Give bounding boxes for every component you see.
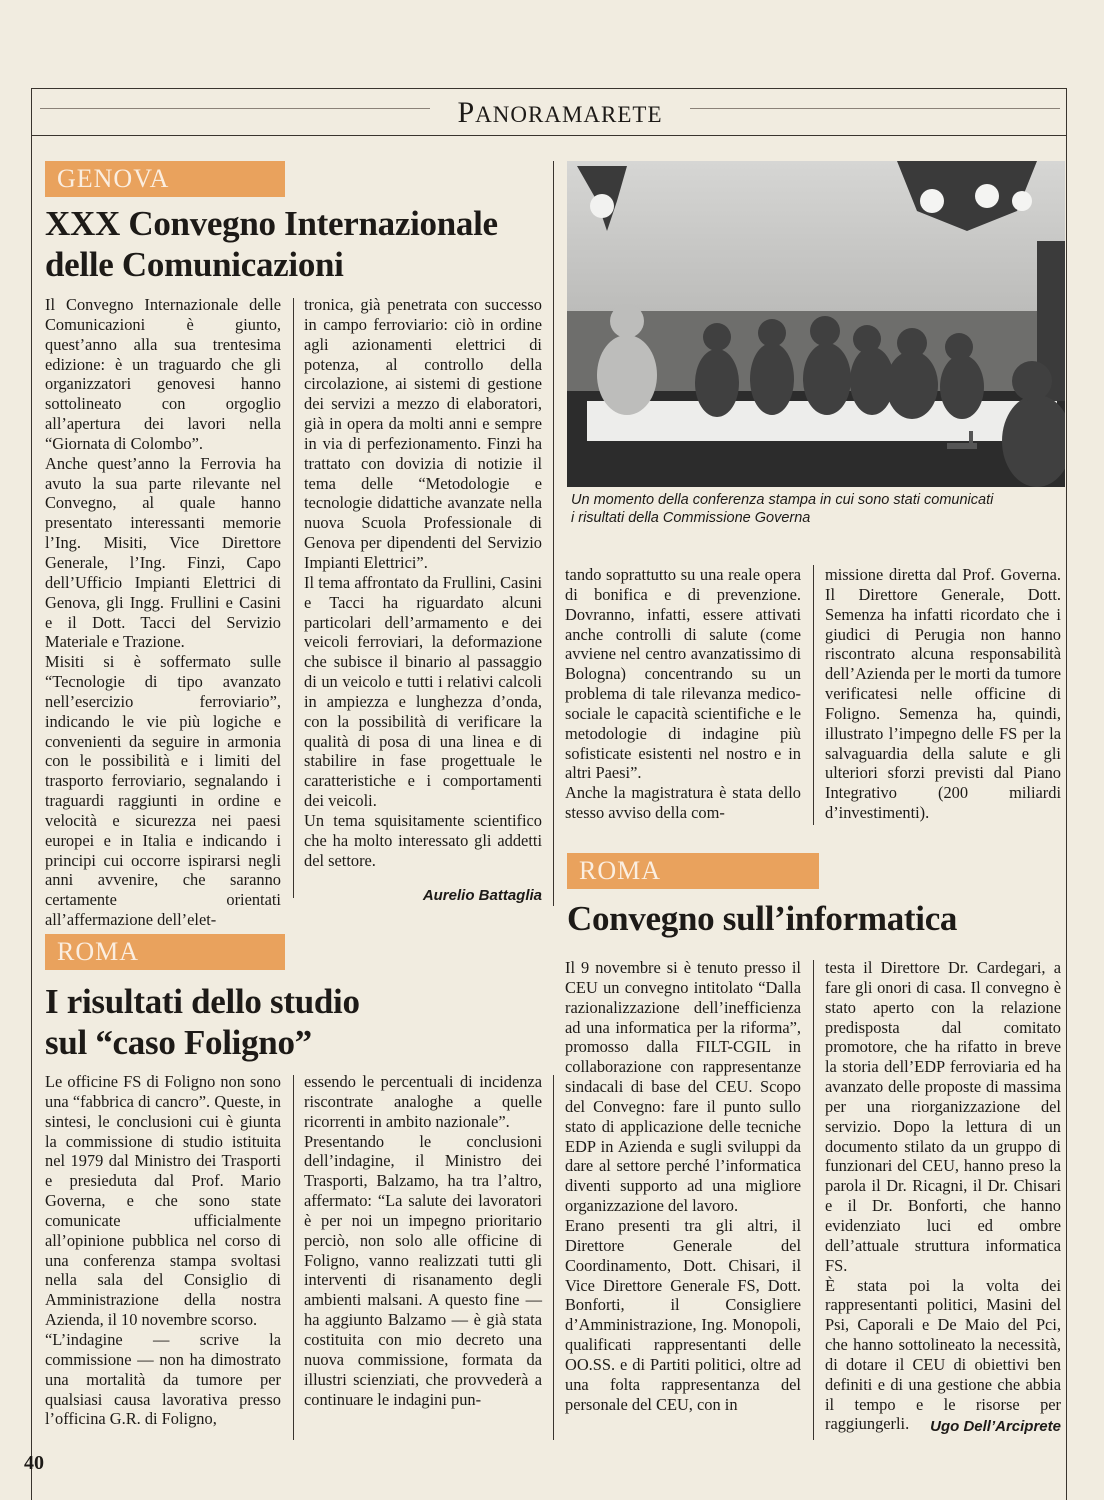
article3-column-1: Il 9 novembre si è tenuto presso il CEU un convegno intitolato “Dalla razionalizzazione dell’inefficienza ad una informatica per la riforma”, promosso dalla FILT-CGIL in collaborazione con rappresentanze sindacali di base del CEU. Scopo del Convegno: fare il punto sullo stato di applicazione delle tecniche EDP in Azienda e sugli sviluppi da dare al settore perché l’informatica diventi supporto ad una migliore organizzazione del lavoro. Erano presenti tra gli altri, il Direttore Generale del Coordinamento, Dott. Chisari, il Vice Direttore Generale FS, Dott. Bonforti, il Consigliere d’Amministrazione, Ing. Monopoli, qualificati rappresentanti delle OO.SS. e di Partiti politici, oltre ad una folta rappresentanza del personale del CEU, con in bbox=[565, 958, 801, 1414]
article1-column-1: Il Convegno Internazionale delle Comunicazioni è giunto, quest’anno alla sua trentesima edizione: è un traguardo che gli organizzatori genovesi hanno sottolineato con orgoglio all’apertura dei lavori nella “Giornata di Colombo”. Anche quest’anno la Ferrovia ha avuto la sua parte rilevante nel Convegno, al quale hanno presentato interessanti memorie l’Ing. Misiti, Vice Direttore Generale, l’Ing. Finzi, Capo dell’Ufficio Impianti Elettrici di Genova, gli Ingg. Frullini e Casini e il Dott. Tacci del Servizio Materiale e Trazione. Misiti si è soffermato sulle “Tecnologie di tipo avanzato nell’esercizio ferroviario”, indicando le vie più logiche e convenienti da seguire in armonia con le possibilità e i limiti del trasporto ferroviario, segnalando i traguardi raggiunti in ordine e velocità e sicurezza nei paesi europei e in Italia e indicando i principi cui occorre ispirarsi negli anni avvenire, che saranno certamente orientati all’affermazione dell’elet- bbox=[45, 295, 281, 930]
article3-byline: Ugo Dell’Arciprete bbox=[930, 1418, 1061, 1435]
article1-column-2: tronica, già penetrata con successo in campo ferroviario: ciò in ordine agli azionamenti elettrici di potenza, al controllo della circolazione, ai sistemi di gestione dei servizi a mezzo di elaboratori, già in opera da molti anni e sempre in via di perfezionamento. Finzi ha trattato con dovizia di notizie il tema delle “Metodologie e tecnologie didattiche avanzate nella nuova Scuola Professionale di Genova per dipendenti del Servizio Impianti Elettrici”. Il tema affrontato da Frullini, Casini e Tacci ha riguardato alcuni particolari dell’armamento e dei veicoli ferroviari, la deformazione che subisce il binario al passaggio di un veicolo e tutti i relativi calcoli in ampiezza e lunghezza d’onda, con la possibilità di verificare la qualità di posa di una linea e di stabilire in fase progettuale le caratteristiche e i comportamenti dei veicoli. Un tema squisitamente scientifico che ha molto interessato gli addetti del settore. bbox=[304, 295, 542, 870]
column-rule bbox=[813, 565, 814, 825]
article2-column-1: Le officine FS di Foligno non sono una “fabbrica di cancro”. Queste, in sintesi, le conclusioni cui è giunta la commissione di studio istituita nel 1979 dal Ministro dei Trasporti e presieduta dal Prof. Mario Governa, e che sono state comunicate ufficialmente all’opinione pubblica nel corso di una conferenza stampa svoltasi nella sala del Consiglio di Amministrazione della nostra Azienda, il 10 novembre scorso. “L’indagine — scrive la commissione — non ha dimostrato una mortalità da tumore per qualsiasi causa lavorativa presso l’officina G.R. di Foligno, bbox=[45, 1072, 281, 1429]
photo-caption-line2: i risultati della Commissione Governa bbox=[571, 510, 811, 526]
section-tag-roma-foligno: ROMA bbox=[45, 934, 285, 970]
page-left-rule bbox=[31, 88, 32, 1500]
center-rule bbox=[553, 1075, 554, 1440]
article1-byline: Aurelio Battaglia bbox=[422, 887, 542, 904]
article1-headline bbox=[45, 203, 555, 285]
section-tag-roma-informatica: ROMA bbox=[567, 853, 819, 889]
article2-headline-line2: sul “caso Foligno” bbox=[45, 1023, 312, 1062]
photo-caption bbox=[571, 491, 1065, 527]
article3-column-2: testa il Direttore Dr. Cardegari, a fare gli onori di casa. Il convegno è stato aperto con la relazione predisposta dal comitato promotore, che ha rifatto in breve la storia dell’EDP ferroviaria ed ha avanzato delle proposte di massima per una riorganizzazione del servizio. Dopo la lettura di un documento stilato da un gruppo di funzionari del CEU, hanno preso la parola il Dr. Ricagni, il Dr. Chisari e il Dr. Bonforti, che hanno evidenziato luci ed ombre dell’attuale struttura informatica FS. È stata poi la volta dei rappresentanti politici, Masini del Psi, Caporali e De Maio del Pci, che hanno sottolineato la necessità, di dotare il CEU di obiettivi ben definiti e di una gestione che abbia il tempo e le risorse per raggiungerli. bbox=[825, 958, 1061, 1434]
article1-headline-line2: delle Comunicazioni bbox=[45, 245, 344, 284]
page-right-rule bbox=[1066, 88, 1067, 1500]
header-right-rule bbox=[690, 108, 1060, 109]
photo-caption-line1: Un momento della conferenza stampa in cui sono stati comunicati bbox=[571, 492, 994, 508]
conference-photo bbox=[567, 161, 1065, 487]
header-left-rule bbox=[40, 108, 430, 109]
page-number: 40 bbox=[24, 1452, 44, 1474]
article2-headline bbox=[45, 981, 545, 1063]
section-tag-genova: GENOVA bbox=[45, 161, 285, 197]
column-rule bbox=[813, 960, 814, 1440]
conference-photo-illustration bbox=[567, 161, 1065, 487]
column-rule bbox=[293, 1075, 294, 1440]
section-title: PANORAMARETE bbox=[440, 96, 680, 130]
article2-column-3: tando soprattutto su una reale opera di bonifica e di prevenzione. Dovranno, infatti, essere attivati anche controlli di salute (come avviene nel centro avanzatissimo di Bologna) concentrando su un problema di tale rilevanza medico-sociale le capacità scientifiche e le metodologie di indagine più sofisticate esistenti nel nostro e in altri Paesi”. Anche la magistratura è stata dello stesso avviso della com- bbox=[565, 565, 801, 823]
article2-column-4: missione diretta dal Prof. Governa. Il Direttore Generale, Dott. Semenza ha infatti ricordato che i giudici di Perugia non hanno riscontrato alcuna responsabilità dell’Azienda per le morti da tumore verificatesi nelle officine di Foligno. Semenza ha, quindi, illustrato l’impegno delle FS per la salvaguardia della salute e gli ulteriori sforzi previsti dal Piano Integrativo (200 miliardi d’investimenti). bbox=[825, 565, 1061, 823]
header-top-rule bbox=[31, 88, 1067, 89]
article2-column-2: essendo le percentuali di incidenza riscontrate analoghe a quelle ricorrenti in ambito nazionale”. Presentando le conclusioni dell’indagine, il Ministro dei Trasporti, Balzamo, ha tra l’altro, affermato: “La salute dei lavoratori è per noi un impegno prioritario perciò, non solo alle officine di Foligno, vanno realizzati tutti gli interventi di risanamento degli ambienti malsani. A questo fine — ha aggiunto Balzamo — è già stata costituita con mio decreto una nuova commissione, formata da illustri scienziati, che provvederà a continuare le indagini pun- bbox=[304, 1072, 542, 1409]
column-rule bbox=[293, 298, 294, 898]
center-rule bbox=[553, 161, 554, 906]
article2-headline-line1: I risultati dello studio bbox=[45, 982, 360, 1021]
article1-headline-line1: XXX Convegno Internazionale bbox=[45, 204, 498, 243]
article3-headline: Convegno sull’informatica bbox=[567, 899, 958, 938]
header-bottom-rule bbox=[31, 135, 1067, 136]
